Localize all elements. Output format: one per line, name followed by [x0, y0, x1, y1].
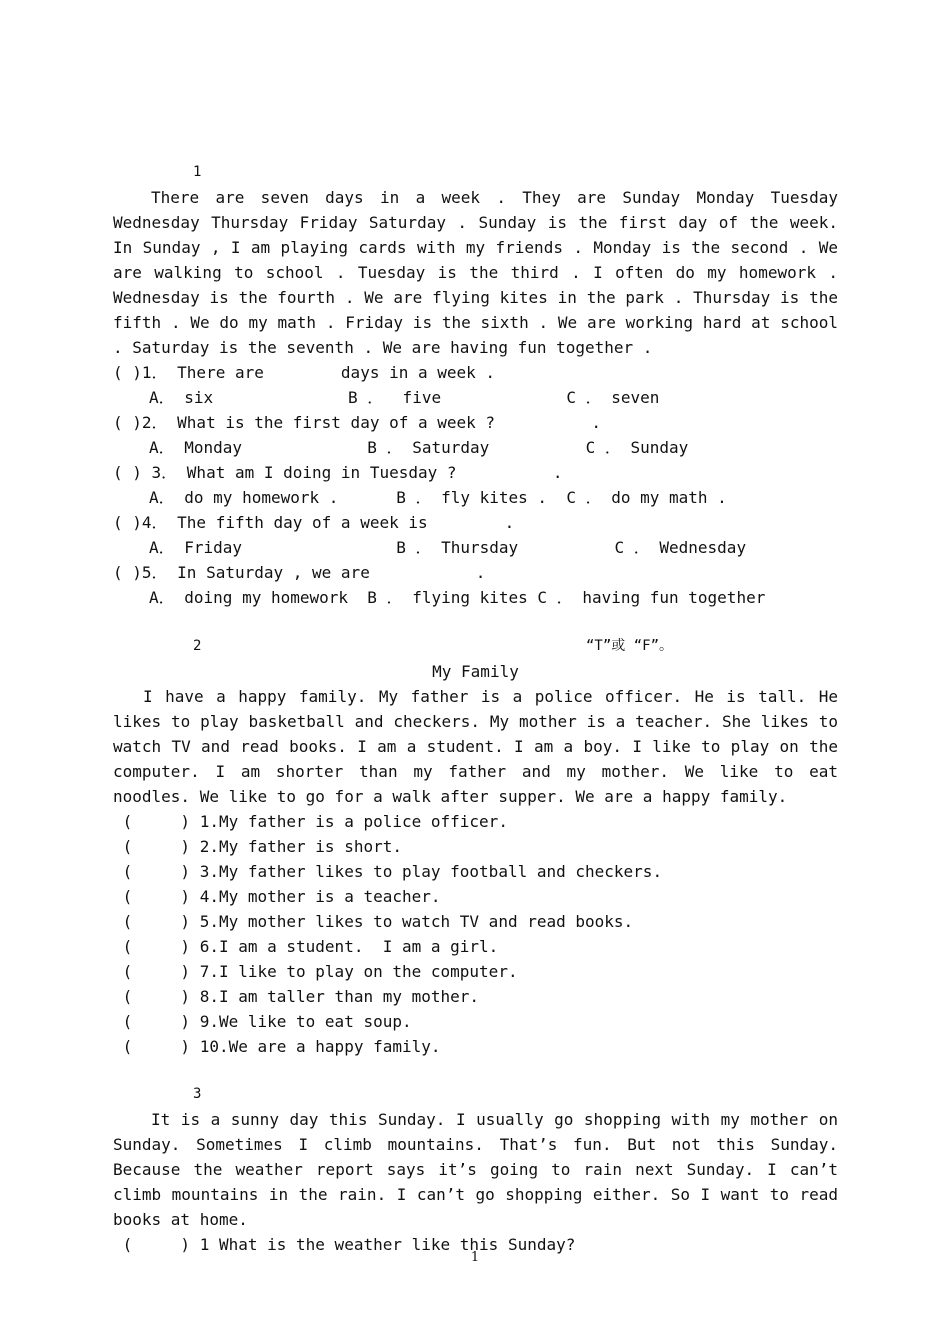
question-4-stem: ( )4． The fifth day of a week is .: [113, 513, 515, 532]
question-item: ( ) 1 What is the weather like this Sunday?: [113, 1235, 576, 1254]
tf-item: ( ) 3.My father likes to play football and checkers.: [113, 862, 663, 881]
question-3-options: A． do my homework . B ． fly kites . C ． do my math .: [149, 488, 727, 507]
question-1-options: A． six B ． five C ． seven: [149, 388, 660, 407]
question-1-stem: ( )1． There are days in a week .: [113, 363, 496, 382]
section-1-passage: There are seven days in a week . They are Sunday Monday Tuesday Wednesday Thursday Friday Saturday . Sunday is the first day of the week. In Sunday , I am playing cards with my friends . Monday is the second . We are walking to school . Tuesday is the third . I often do my homework . Wednesday is the fourth . We are flying kites in the park . Thursday is the fifth . We do my math . Friday is the sixth . We are working hard at school . Saturday is the seventh . We are having fun together .: [113, 188, 838, 357]
question-5-stem: ( )5． In Saturday , we are .: [113, 563, 486, 582]
page-number: 1: [470, 1250, 480, 1265]
tf-item: ( ) 1.My father is a police officer.: [113, 812, 508, 831]
tf-item: ( ) 7.I like to play on the computer.: [113, 962, 518, 981]
section-1: [113, 160, 838, 610]
section-2-passage: I have a happy family. My father is a police officer. He is tall. He likes to play basketball and checkers. My mother is a teacher. She likes to watch TV and read books. I am a student. I am a boy. I like to play on the computer. I am shorter than my father and my mother. We like to eat noodles. We like to go for a walk after supper. We are a happy family.: [113, 687, 838, 806]
question-3-stem: ( ) 3． What am I doing in Tuesday ? .: [113, 463, 563, 482]
question-2-stem: ( )2． What is the first day of a week ? .: [113, 413, 602, 432]
tf-item: ( ) 8.I am taller than my mother.: [113, 987, 480, 1006]
section-3: [113, 1082, 838, 1257]
tf-item: ( ) 5.My mother likes to watch TV and read books.: [113, 912, 634, 931]
passage-title: My Family: [432, 662, 519, 681]
tf-item: ( ) 2.My father is short.: [113, 837, 402, 856]
tf-item: ( ) 6.I am a student. I am a girl.: [113, 937, 499, 956]
tf-item: ( ) 4.My mother is a teacher.: [113, 887, 441, 906]
section-3-passage: It is a sunny day this Sunday. I usually go shopping with my mother on Sunday. Sometimes I climb mountains. That’s fun. But not this Sunday. Because the weather report says it’s going to rain next Sunday. I can’t climb mountains in the rain. I can’t go shopping either. So I want to read books at home.: [113, 1110, 838, 1229]
tf-item: ( ) 10.We are a happy family.: [113, 1037, 441, 1056]
question-4-options: A． Friday B ． Thursday C ． Wednesday: [149, 538, 747, 557]
question-2-options: A． Monday B ． Saturday C ． Sunday: [149, 438, 689, 457]
section-3-instruction: 3: [193, 1086, 202, 1102]
section-1-questions: [113, 360, 838, 610]
section-2-answer-hint: “T”或 “F”。: [586, 638, 674, 654]
section-1-instruction: 1: [193, 164, 202, 180]
section-2-heading: [113, 634, 838, 659]
section-2-items: [113, 809, 838, 1059]
section-1-heading: [113, 160, 838, 185]
section-2-instruction: 2: [193, 638, 202, 654]
tf-item: ( ) 9.We like to eat soup.: [113, 1012, 412, 1031]
section-2: [113, 634, 838, 1059]
section-3-heading: [113, 1082, 838, 1107]
question-5-options: A． doing my homework B ． flying kites C ． having fun together: [149, 588, 766, 607]
